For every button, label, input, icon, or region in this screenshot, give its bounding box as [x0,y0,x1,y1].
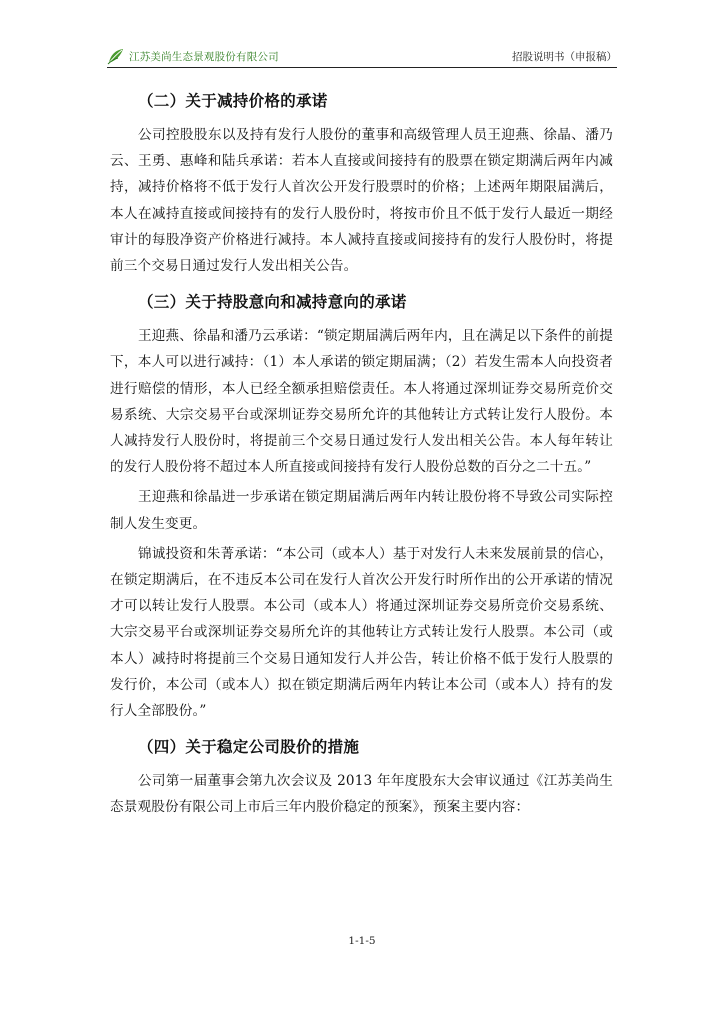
section-heading: （三）关于持股意向和减持意向的承诺 [138,293,407,312]
header-document-title: 招股说明书（申报稿） [512,51,617,63]
document-body [110,78,613,825]
header-company-name: 江苏美尚生态景观股份有限公司 [129,51,279,63]
section-heading: （四）关于稳定公司股价的措施 [138,738,360,757]
paragraph: 公司第一届董事会第九次会议及 2013 年年度股东大会审议通过《江苏美尚生态景观股份有限公司上市后三年内股价稳定的预案》，预案主要内容： [110,773,613,816]
leaf-logo-icon [107,47,125,65]
paragraph: 锦诚投资和朱菁承诺：“本公司（或本人）基于对发行人未来发展前景的信心，在锁定期满后，在不违反本公司在发行人首次公开发行时所作出的公开承诺的情况才可以转让发行人股票。本公司（或本人）将通过深圳证券交易所竞价交易系统、大宗交易平台或深圳证券交易所允许的其他转让方式转让发行人股票。本公司（或本人）减持时将提前三个交易日通知发行人并公告，转让价格不低于发行人股票的发行价，本公司（或本人）拟在锁定期满后两年内转让本公司（或本人）持有的发行人全部股份。” [110,545,613,720]
section-heading: （二）关于减持价格的承诺 [138,92,328,110]
paragraph: 公司控股股东以及持有发行人股份的董事和高级管理人员王迎燕、徐晶、潘乃云、王勇、惠峰和陆兵承诺：若本人直接或间接持有的股票在锁定期满后两年内减持，减持价格将不低于发行人首次公开发行股票时的价格；上述两年期限届满后，本人在减持直接或间接持有的发行人股份时，将按市价且不低于发行人最近一期经审计的每股净资产价格进行减持。本人减持直接或间接持有的发行人股份时，将提前三个交易日通过发行人发出相关公告。 [110,127,613,275]
page-number: 1-1-5 [348,935,376,947]
paragraph: 王迎燕、徐晶和潘乃云承诺：“锁定期届满后两年内，且在满足以下条件的前提下，本人可以进行减持：（1）本人承诺的锁定期届满；（2）若发生需本人向投资者进行赔偿的情形，本人已经全额承担赔偿责任。本人将通过深圳证券交易所竞价交易系统、大宗交易平台或深圳证券交易所允许的其他转让方式转让发行人股份。本人减持发行人股份时，将提前三个交易日通过发行人发出相关公告。本人每年转让的发行人股份将不超过本人所直接或间接持有发行人股份总数的百分之二十五。” [110,328,613,476]
paragraph: 王迎燕和徐晶进一步承诺在锁定期届满后两年内转让股份将不导致公司实际控制人发生变更。 [110,489,613,532]
page-header [107,45,617,68]
